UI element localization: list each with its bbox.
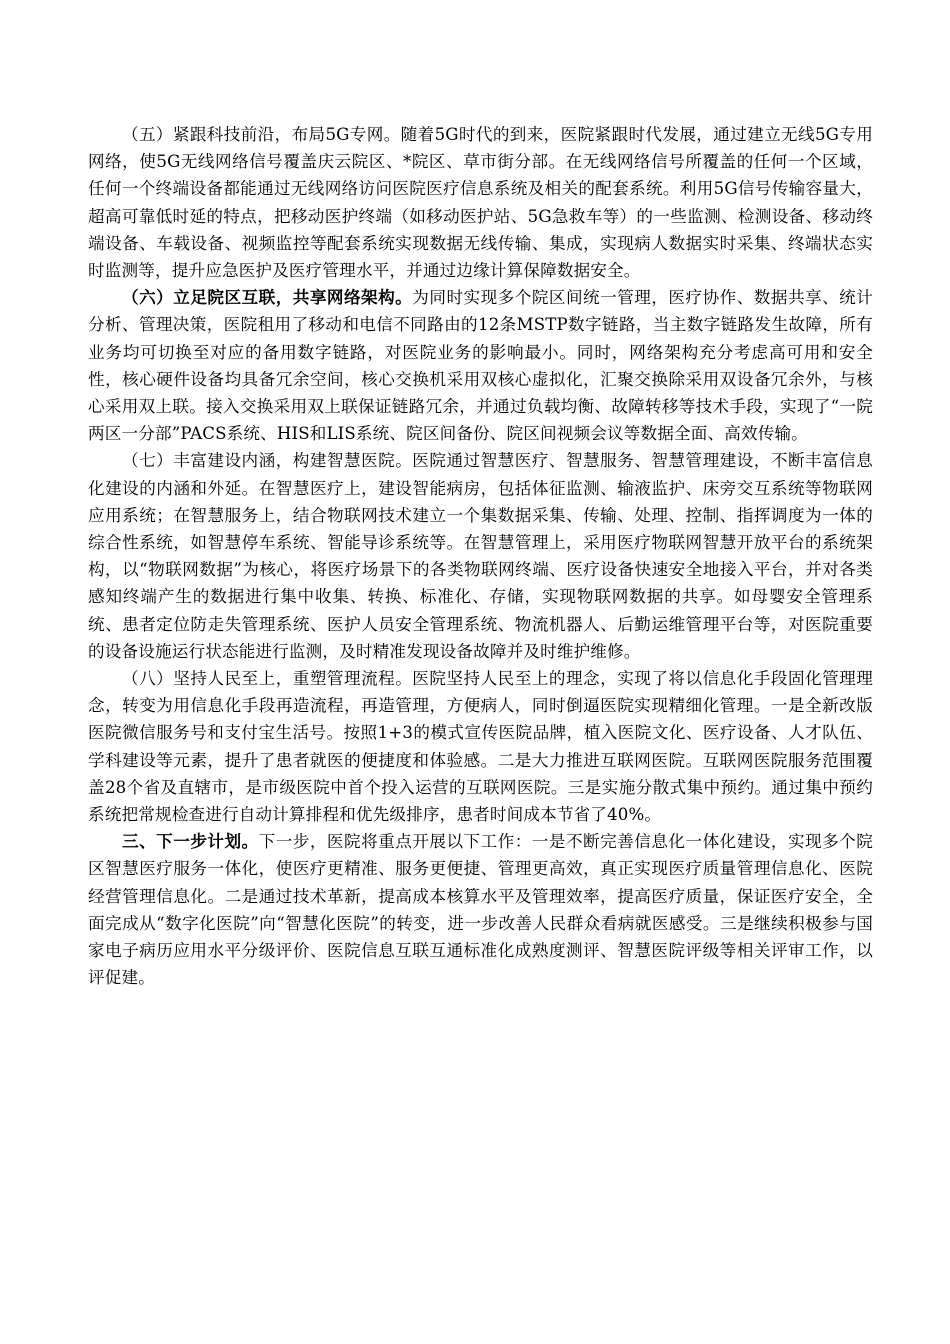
paragraph-management-process bbox=[88, 665, 873, 828]
paragraph-text: （八）坚持人民至上，重塑管理流程。医院坚持人民至上的理念，实现了将以信息化手段固化管理理念，转变为用信息化手段再造流程，再造管理，方便病人，同时倒逼医院实现精细化管理。一是全新改版医院微信服务号和支付宝生活号。按照1+3的模式宣传医院品牌，植入医院文化、医疗设备、人才队伍、学科建设等元素，提升了患者就医的便捷度和体验感。二是大力推进互联网医院。互联网医院服务范围覆盖28个省及直辖市，是市级医院中首个投入运营的互联网医院。三是实施分散式集中预约。通过集中预约系统把常规检查进行自动计算排程和优先级排序，患者时间成本节省了40%。 bbox=[88, 669, 873, 825]
paragraph-next-steps bbox=[88, 828, 873, 991]
document-body bbox=[88, 121, 873, 992]
paragraph-smart-hospital bbox=[88, 447, 873, 665]
section-heading: 三、下一步计划。 bbox=[122, 831, 259, 852]
paragraph-text: 为同时实现多个院区间统一管理，医疗协作、数据共享、统计分析、管理决策，医院租用了移动和电信不同路由的12条MSTP数字链路，当主数字链路发生故障，所有业务均可切换至对应的备用数字链路，对医院业务的影响最小。同时，网络架构充分考虑高可用和安全性，核心硬件设备均具备冗余空间，核心交换机采用双核心虚拟化，汇聚交换除采用双设备冗余外，与核心采用双上联。接入交换采用双上联保证链路冗余，并通过负载均衡、故障转移等技术手段，实现了“一院两区一分部”PACS系统、HIS和LIS系统、院区间备份、院区间视频会议等数据全面、高效传输。 bbox=[88, 288, 873, 444]
paragraph-text: （七）丰富建设内涵，构建智慧医院。医院通过智慧医疗、智慧服务、智慧管理建设，不断丰富信息化建设的内涵和外延。在智慧医疗上，建设智能病房，包括体征监测、输液监护、床旁交互系统等物联网应用系统；在智慧服务上，结合物联网技术建立一个集数据采集、传输、处理、控制、指挥调度为一体的综合性系统，如智慧停车系统、智能导诊系统等。在智慧管理上，采用医疗物联网智慧开放平台的系统架构，以“物联网数据”为核心，将医疗场景下的各类物联网终端、医疗设备快速安全地接入平台，并对各类感知终端产生的数据进行集中收集、转换、标准化、存储，实现物联网数据的共享。如母婴安全管理系统、患者定位防走失管理系统、医护人员安全管理系统、物流机器人、后勤运维管理平台等，对医院重要的设备设施运行状态能进行监测，及时精准发现设备故障并及时维护维修。 bbox=[88, 451, 873, 661]
paragraph-campus-interconnect bbox=[88, 284, 873, 447]
paragraph-heading: （六）立足院区互联，共享网络架构。 bbox=[122, 287, 413, 308]
paragraph-text: （五）紧跟科技前沿，布局5G专网。随着5G时代的到来，医院紧跟时代发展，通过建立无线5G专用网络，使5G无线网络信号覆盖庆云院区、*院区、草市街分部。在无线网络信号所覆盖的任何一个区域，任何一个终端设备都能通过无线网络访问医院医疗信息系统及相关的配套系统。利用5G信号传输容量大，超高可靠低时延的特点，把移动医护终端（如移动医护站、5G急救车等）的一些监测、检测设备、移动终端设备、车载设备、视频监控等配套系统实现数据无线传输、集成，实现病人数据实时采集、终端状态实时监测等，提升应急医护及医疗管理水平，并通过边缘计算保障数据安全。 bbox=[88, 125, 873, 281]
paragraph-text: 下一步，医院将重点开展以下工作：一是不断完善信息化一体化建设，实现多个院区智慧医疗服务一体化，使医疗更精准、服务更便捷、管理更高效，真正实现医疗质量管理信息化、医院经营管理信息化。二是通过技术革新，提高成本核算水平及管理效率，提高医疗质量，保证医疗安全，全面完成从“数字化医院”向“智慧化医院”的转变，进一步改善人民群众看病就医感受。三是继续积极参与国家电子病历应用水平分级评价、医院信息互联互通标准化成熟度测评、智慧医院评级等相关评审工作，以评促建。 bbox=[88, 832, 873, 988]
paragraph-5g-network bbox=[88, 121, 873, 284]
